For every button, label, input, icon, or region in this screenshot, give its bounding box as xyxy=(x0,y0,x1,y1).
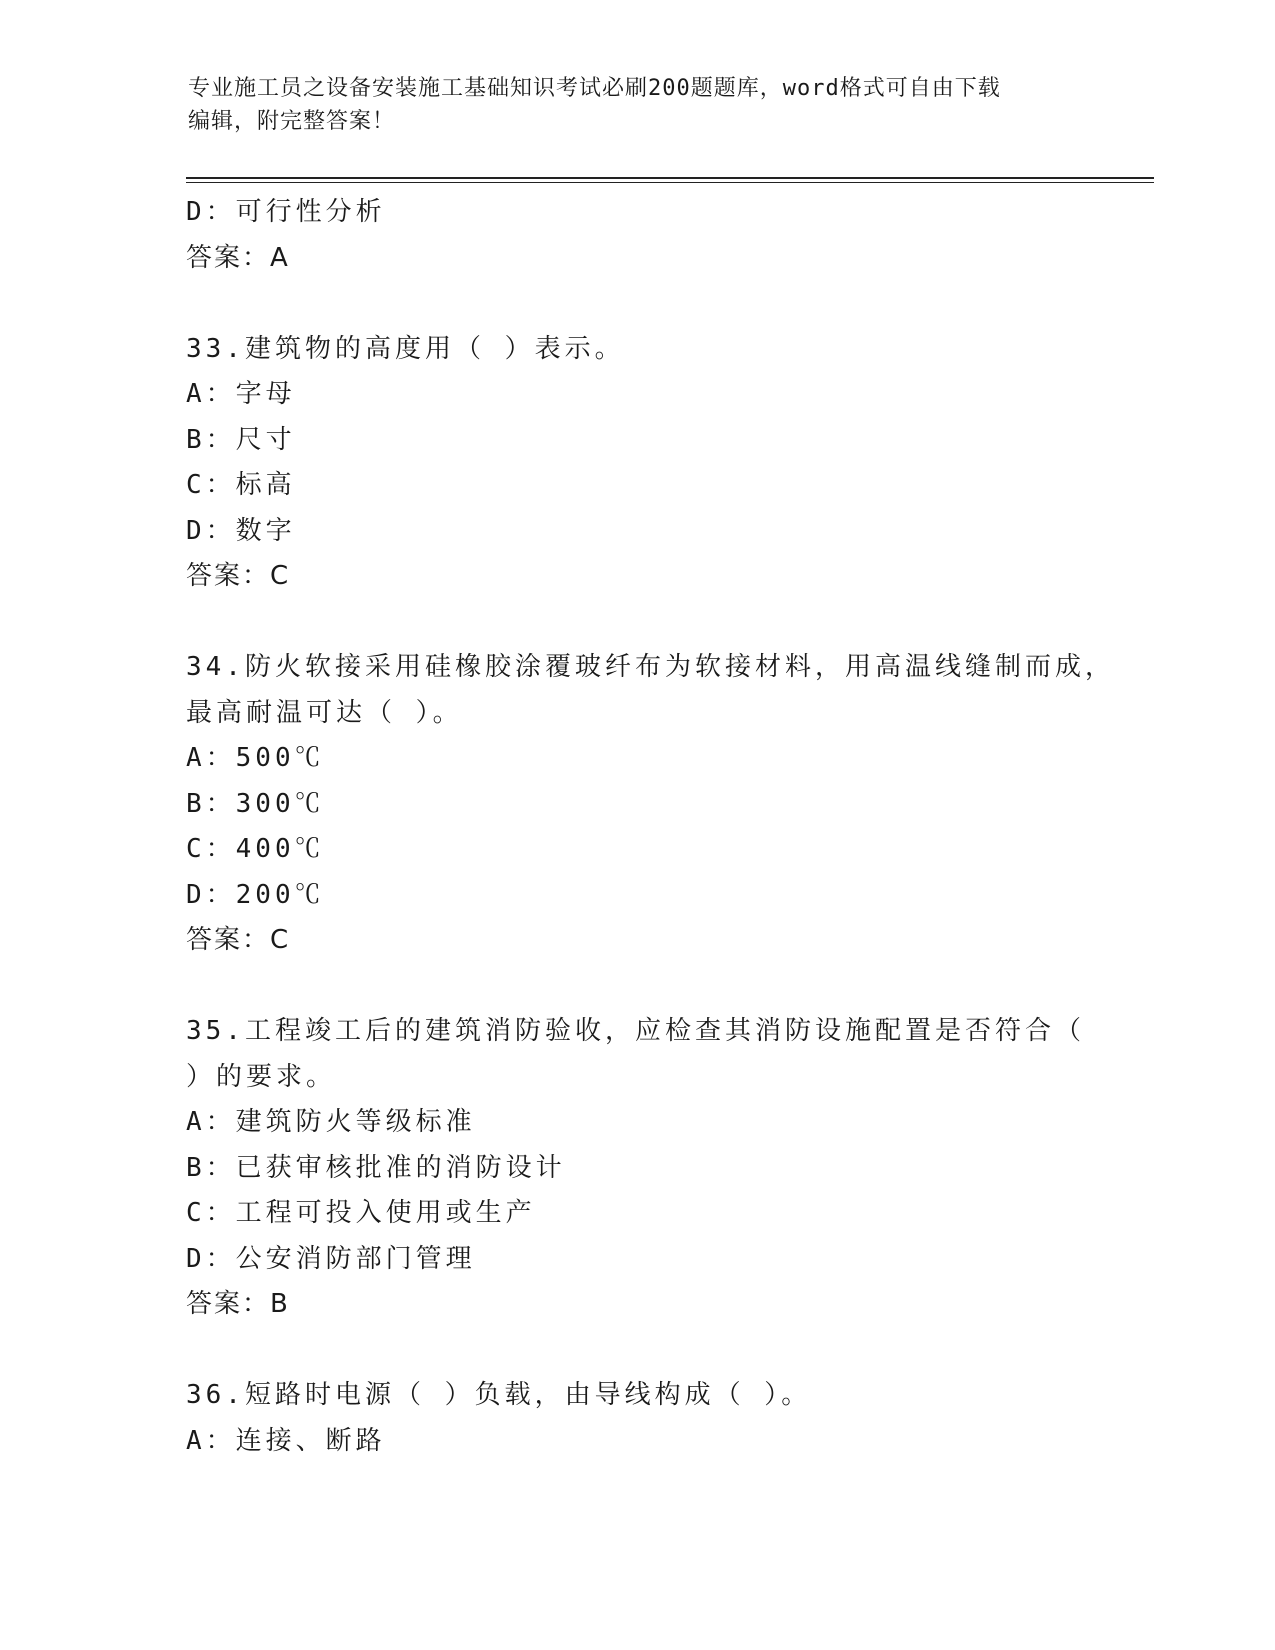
spacer xyxy=(186,1328,1146,1374)
option-a: A：建筑防火等级标准 xyxy=(186,1107,476,1137)
option-a: A：字母 xyxy=(186,379,296,409)
spacer xyxy=(186,964,1146,1010)
answer: 答案：B xyxy=(186,1289,290,1319)
option-a: A：连接、断路 xyxy=(186,1425,386,1456)
option-b: B：尺寸 xyxy=(186,424,296,455)
question-stem: 33.建筑物的高度用（ ）表示。 xyxy=(186,333,625,364)
prev-option-d: D：可行性分析 xyxy=(186,197,386,227)
header-title-line-1: 专业施工员之设备安装施工基础知识考试必刷200题题库，word格式可自由下载 xyxy=(188,76,1001,101)
header-divider-thin xyxy=(186,182,1154,183)
spacer xyxy=(186,281,1146,327)
option-c: C：标高 xyxy=(186,470,296,500)
question-34 xyxy=(186,645,1146,964)
question-stem: 36.短路时电源（ ）负载，由导线构成（ ）。 xyxy=(186,1380,812,1410)
question-stem: 34.防火软接采用硅橡胶涂覆玻纤布为软接材料，用高温线缝制而成， xyxy=(186,652,1115,682)
option-d: D：公安消防部门管理 xyxy=(186,1243,476,1274)
question-stem-continued: ）的要求。 xyxy=(186,1061,337,1092)
document-header xyxy=(188,72,1088,138)
question-list xyxy=(186,190,1146,1464)
option-c: C：工程可投入使用或生产 xyxy=(186,1198,536,1228)
header-title-line-2: 编辑，附完整答案！ xyxy=(188,109,396,134)
option-b: B：300℃ xyxy=(186,788,325,819)
option-b: B：已获审核批准的消防设计 xyxy=(186,1152,566,1183)
question-35 xyxy=(186,1009,1146,1328)
option-c: C：400℃ xyxy=(186,834,325,864)
header-divider-thick xyxy=(186,177,1154,179)
question-stem: 35.工程竣工后的建筑消防验收，应检查其消防设施配置是否符合（ xyxy=(186,1016,1085,1046)
answer: 答案：C xyxy=(186,561,291,591)
option-d: D：200℃ xyxy=(186,879,325,910)
option-d: D：数字 xyxy=(186,515,296,546)
prev-answer: 答案：A xyxy=(186,242,290,273)
spacer xyxy=(186,600,1146,646)
option-a: A：500℃ xyxy=(186,743,325,773)
question-36 xyxy=(186,1373,1146,1464)
answer: 答案：C xyxy=(186,925,291,955)
question-stem-continued: 最高耐温可达（ ）。 xyxy=(186,697,463,728)
question-33 xyxy=(186,327,1146,600)
